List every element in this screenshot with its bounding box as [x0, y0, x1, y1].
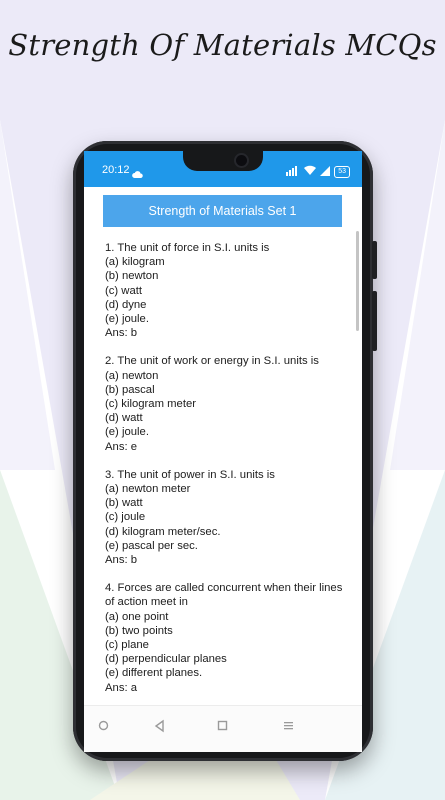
option-a: (a) newton — [105, 369, 159, 382]
option-d: (d) dyne — [105, 298, 147, 311]
set-title: Strength of Materials Set 1 — [148, 204, 297, 218]
back-triangle-icon[interactable] — [154, 720, 165, 735]
option-b: (b) newton — [105, 270, 159, 283]
set-title-bar — [103, 195, 342, 227]
question-text: 2. The unit of work or energy in S.I. units is — [105, 355, 319, 368]
menu-lines-icon[interactable] — [283, 720, 294, 734]
option-b: (b) pascal — [105, 383, 155, 396]
question-text: 3. The unit of power in S.I. units is — [105, 468, 275, 481]
option-a: (a) kilogram — [105, 256, 165, 269]
phone-frame — [73, 141, 373, 761]
question-item — [105, 468, 345, 567]
option-c: (c) watt — [105, 284, 143, 297]
option-d: (d) kilogram meter/sec. — [105, 525, 221, 538]
option-b: (b) two points — [105, 624, 173, 637]
option-e: (e) joule. — [105, 426, 149, 439]
front-camera — [236, 155, 247, 166]
option-c: (c) joule — [105, 511, 146, 524]
option-b: (b) watt — [105, 497, 143, 510]
option-d: (d) perpendicular planes — [105, 653, 227, 666]
question-text: 1. The unit of force in S.I. units is — [105, 242, 270, 254]
volume-button — [372, 241, 377, 279]
cell-signal-icon — [320, 163, 330, 181]
question-list — [105, 241, 345, 737]
power-button — [372, 291, 377, 351]
option-c: (c) plane — [105, 639, 149, 652]
option-a: (a) newton meter — [105, 483, 191, 496]
scrollbar[interactable] — [356, 231, 359, 331]
promo-title: Strength Of Materials MCQs — [8, 28, 437, 62]
option-e: (e) different planes. — [105, 667, 203, 680]
status-icons — [286, 163, 350, 181]
question-item — [105, 354, 345, 453]
option-d: (d) watt — [105, 412, 143, 425]
option-c: (c) kilogram meter — [105, 398, 197, 411]
mcq-content[interactable] — [84, 187, 362, 705]
question-item — [105, 581, 345, 695]
answer-text: Ans: a — [105, 681, 138, 694]
option-a: (a) one point — [105, 610, 169, 623]
square-icon[interactable] — [217, 720, 228, 734]
status-bar — [84, 151, 362, 187]
phone-screen — [84, 151, 362, 751]
status-time: 20:12 — [102, 164, 130, 176]
answer-text: Ans: b — [105, 554, 138, 567]
option-e: (e) joule. — [105, 313, 149, 326]
question-item — [105, 241, 345, 340]
navigation-bar — [84, 705, 362, 752]
wifi-icon — [304, 163, 316, 181]
circle-icon[interactable] — [98, 720, 109, 734]
display-notch — [183, 151, 263, 171]
battery-indicator: 53 — [334, 166, 350, 178]
network-signal-icon — [286, 163, 300, 181]
answer-text: Ans: b — [105, 327, 138, 340]
option-e: (e) pascal per sec. — [105, 539, 198, 552]
cloud-icon — [132, 165, 143, 183]
question-text: 4. Forces are called concurrent when their lines of action meet in — [105, 582, 343, 609]
answer-text: Ans: e — [105, 440, 138, 453]
